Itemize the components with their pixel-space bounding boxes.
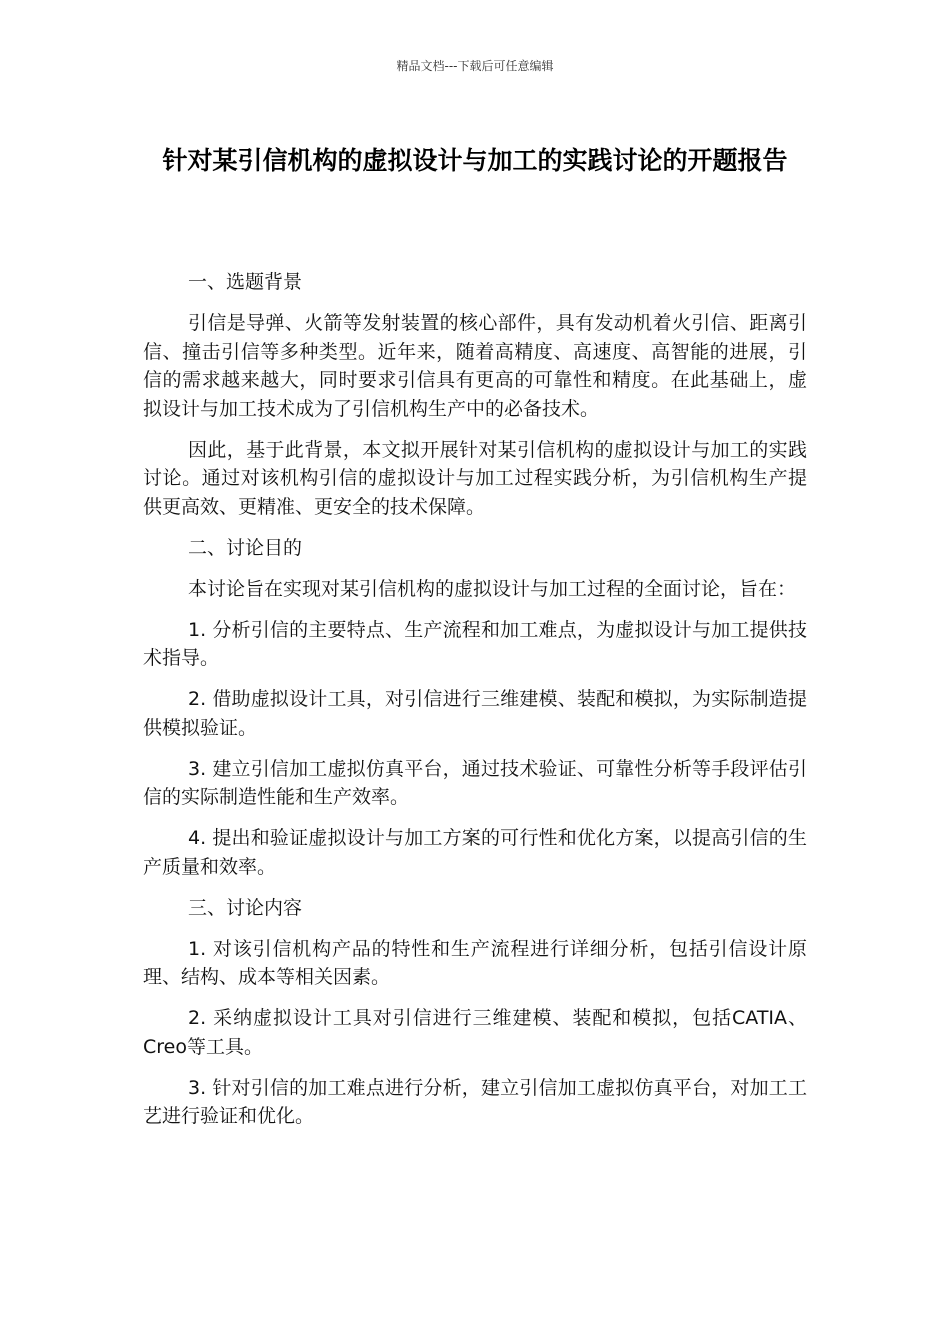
document-body	[143, 268, 807, 1143]
purpose-item-3: 3. 建立引信加工虚拟仿真平台，通过技术验证、可靠性分析等手段评估引信的实际制造性能和生产效率。	[143, 757, 807, 808]
content-item-3: 3. 针对引信的加工难点进行分析，建立引信加工虚拟仿真平台，对加工工艺进行验证和优化。	[143, 1076, 807, 1127]
purpose-item-1: 1. 分析引信的主要特点、生产流程和加工难点，为虚拟设计与加工提供技术指导。	[143, 618, 807, 669]
section-heading-content: 三、讨论内容	[188, 896, 303, 919]
paragraph-background-2: 因此，基于此背景，本文拟开展针对某引信机构的虚拟设计与加工的实践讨论。通过对该机构引信的虚拟设计与加工过程实践分析，为引信机构生产提供更高效、更精准、更安全的技术保障。	[143, 438, 807, 518]
content-item-2: 2. 采纳虚拟设计工具对引信进行三维建模、装配和模拟，包括CATIA、Creo等工具。	[143, 1007, 807, 1058]
page-header: 精品文档---下载后可任意编辑	[396, 59, 554, 73]
purpose-item-4: 4. 提出和验证虚拟设计与加工方案的可行性和优化方案，以提高引信的生产质量和效率。	[143, 827, 807, 878]
content-item-1: 1. 对该引信机构产品的特性和生产流程进行详细分析，包括引信设计原理、结构、成本等相关因素。	[143, 937, 807, 988]
paragraph-background-1: 引信是导弹、火箭等发射装置的核心部件，具有发动机着火引信、距离引信、撞击引信等多种类型。近年来，随着高精度、高速度、高智能的进展，引信的需求越来越大，同时要求引信具有更高的可靠性和精度。在此基础上，虚拟设计与加工技术成为了引信机构生产中的必备技术。	[143, 312, 807, 420]
purpose-item-2: 2. 借助虚拟设计工具，对引信进行三维建模、装配和模拟，为实际制造提供模拟验证。	[143, 688, 807, 739]
section-heading-purpose: 二、讨论目的	[188, 536, 303, 559]
paragraph-purpose-intro: 本讨论旨在实现对某引信机构的虚拟设计与加工过程的全面讨论，旨在：	[188, 577, 797, 600]
document-title: 针对某引信机构的虚拟设计与加工的实践讨论的开题报告	[162, 146, 788, 175]
section-heading-background: 一、选题背景	[188, 271, 303, 293]
